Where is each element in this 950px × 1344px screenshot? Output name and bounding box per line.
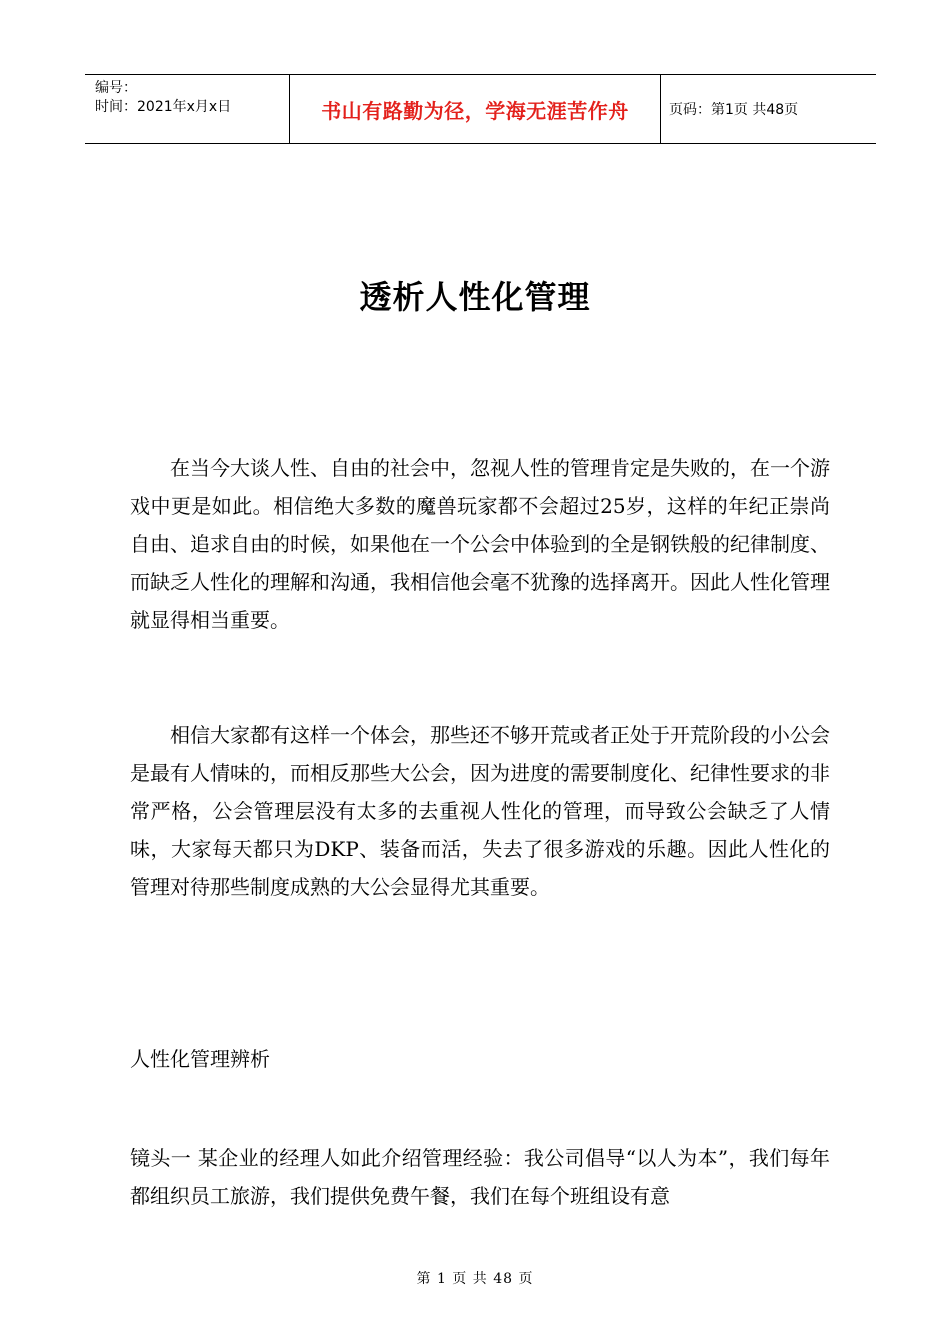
header-page-info: 页码：第1页 共48页 bbox=[669, 102, 799, 118]
header-meta bbox=[85, 75, 289, 143]
header-motto: 书山有路勤为径，学海无涯苦作舟 bbox=[289, 75, 661, 143]
document-number-label: 编号： bbox=[95, 80, 137, 96]
paragraph-scene-one: 镜头一 某企业的经理人如此介绍管理经验：我公司倡导“以人为本”，我们每年都组织员工旅游，我们提供免费午餐，我们在每个班组设有意 bbox=[130, 1146, 830, 1208]
document-date-label: 时间：2021年x月x日 bbox=[95, 99, 232, 115]
paragraph-intro: 在当今大谈人性、自由的社会中，忽视人性的管理肯定是失败的，在一个游戏中更是如此。相信绝大多数的魔兽玩家都不会超过25岁，这样的年纪正崇尚自由、追求自由的时候，如果他在一个公会中体验到的全是钢铁般的纪律制度、而缺乏人性化的理解和沟通，我相信他会毫不犹豫的选择离开。因此人性化管理就显得相当重要。 bbox=[130, 456, 830, 632]
document-title: 透析人性化管理 bbox=[359, 278, 591, 316]
paragraph-large-guilds: 相信大家都有这样一个体会，那些还不够开荒或者正处于开荒阶段的小公会是最有人情味的，而相反那些大公会，因为进度的需要制度化、纪律性要求的非常严格，公会管理层没有太多的去重视人性化的管理，而导致公会缺乏了人情味，大家每天都只为DKP、装备而活，失去了很多游戏的乐趣。因此人性化的管理对待那些制度成熟的大公会显得尤其重要。 bbox=[130, 723, 830, 899]
page-header bbox=[85, 74, 876, 144]
section-heading: 人性化管理辨析 bbox=[130, 1047, 270, 1071]
page-footer: 第 1 页 共 48 页 bbox=[416, 1271, 534, 1287]
